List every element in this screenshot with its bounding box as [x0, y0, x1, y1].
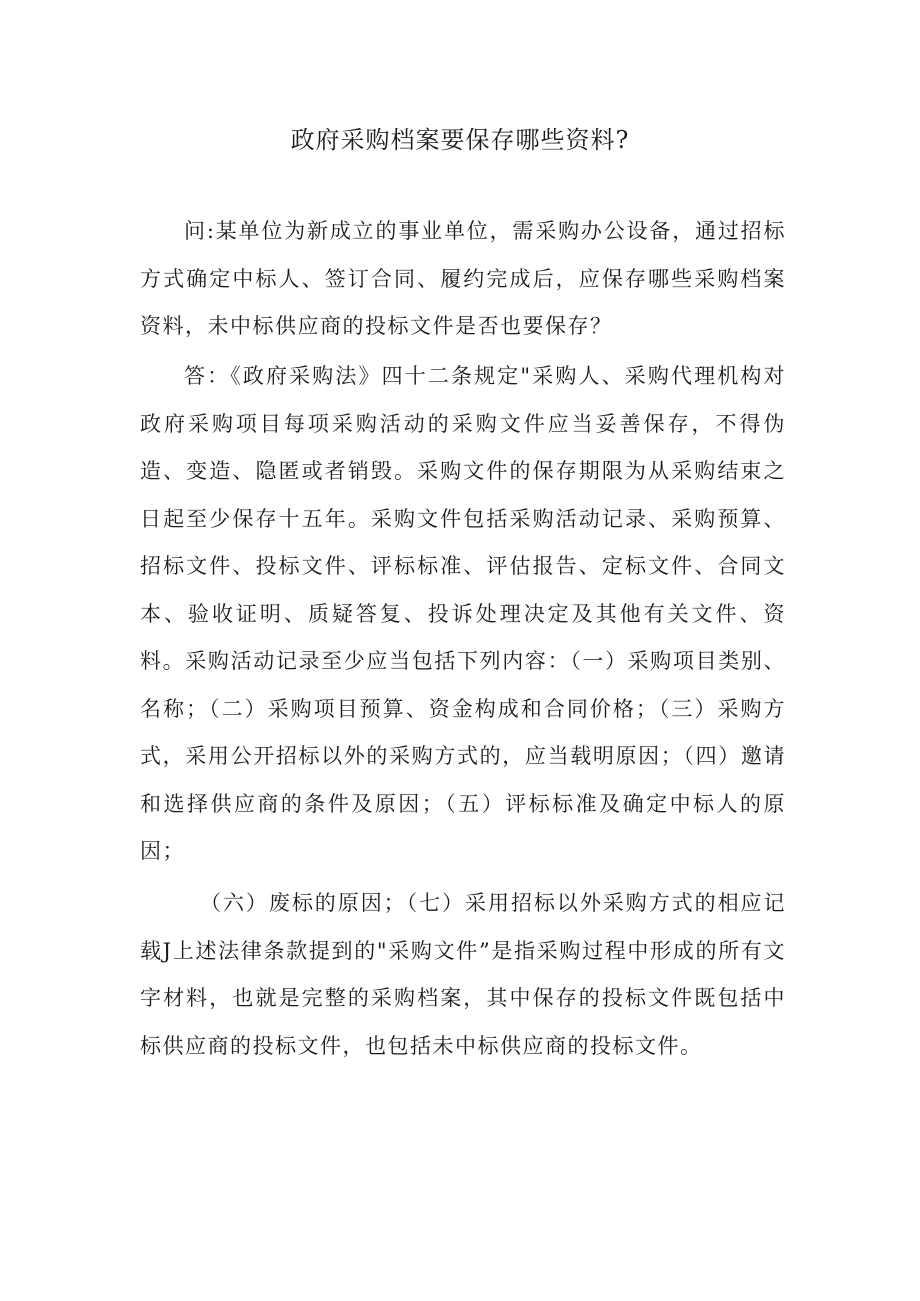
question-paragraph: 问:某单位为新成立的事业单位，需采购办公设备，通过招标方式确定中标人、签订合同、履约完成后，应保存哪些采购档案资料，未中标供应商的投标文件是否也要保存？: [140, 219, 786, 338]
answer-continuation-paragraph: （六）废标的原因；（七）采用招标以外采购方式的相应记载J上述法律条款提到的"采购文件”是指采购过程中形成的所有文字材料，也就是完整的采购档案，其中保存的投标文件既包括中标供应商的投标文件，也包括未中标供应商的投标文件。: [140, 891, 786, 1058]
answer-paragraph: 答：《政府采购法》四十二条规定"采购人、采购代理机构对政府采购项目每项采购活动的采购文件应当妥善保存，不得伪造、变造、隐匿或者销毁。采购文件的保存期限为从采购结束之日起至少保存十五年。采购文件包括采购活动记录、采购预算、招标文件、投标文件、评标标准、评估报告、定标文件、合同文本、验收证明、质疑答复、投诉处理决定及其他有关文件、资料。采购活动记录至少应当包括下列内容：（一）采购项目类别、名称；（二）采购项目预算、资金构成和合同价格；（三）采购方式，采用公开招标以外的采购方式的，应当载明原因；（四）邀请和选择供应商的条件及原因；（五）评标标准及确定中标人的原因；: [140, 364, 786, 863]
document-title: 政府采购档案要保存哪些资料?: [290, 126, 630, 154]
